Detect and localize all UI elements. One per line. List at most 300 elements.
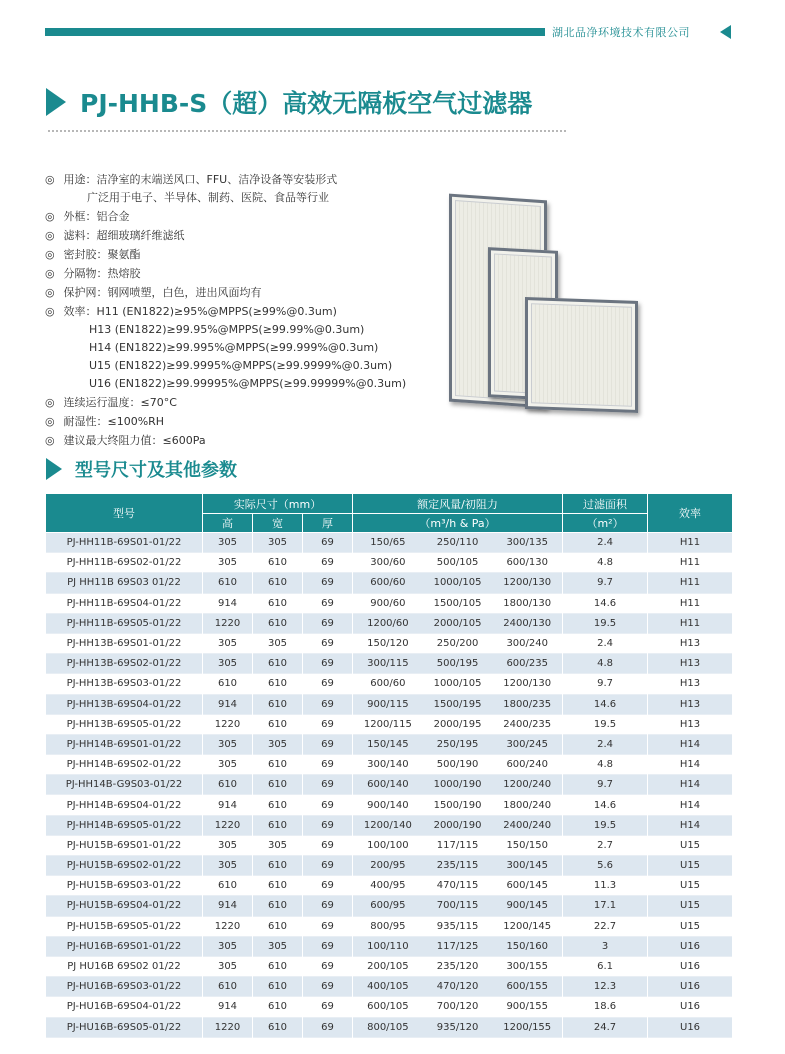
bullet-icon: ◎ [45,434,55,447]
bullet-icon: ◎ [45,267,55,280]
table-cell: PJ-HH11B-69S01-01/22 [46,533,203,553]
airflow-value: 600/130 [506,557,548,569]
table-cell: 610 [253,775,303,795]
table-cell: 305 [253,835,303,855]
col-airflow-unit: （m³/h & Pa） [353,514,563,533]
table-cell: 69 [303,876,353,896]
table-cell: H14 [648,775,733,795]
airflow-value: 1200/115 [363,718,412,730]
airflow-value: 470/120 [436,981,479,993]
col-area: 过滤面积 [563,494,648,514]
table-cell: U16 [648,956,733,976]
airflow-value: 1000/105 [433,577,482,589]
table-cell: 610 [253,593,303,613]
table-cell: U15 [648,835,733,855]
table-cell: 610 [253,795,303,815]
table-cell: PJ-HU16B-69S05-01/22 [46,1017,203,1037]
table-cell: 610 [253,714,303,734]
table-cell: 5.6 [563,856,648,876]
table-cell: 69 [303,835,353,855]
table-row [46,1017,733,1037]
table-row [46,755,733,775]
table-cell: 69 [303,593,353,613]
table-row [46,714,733,734]
airflow-value: 600/145 [506,880,548,892]
table-cell: 69 [303,633,353,653]
table-cell: H11 [648,593,733,613]
table-cell: 19.5 [563,613,648,633]
spec-sealant: ◎ 密封胶：聚氨酯 [45,245,406,264]
table-cell: U15 [648,856,733,876]
airflow-value: 117/115 [436,839,479,851]
airflow-value: 300/240 [506,638,548,650]
airflow-cell [353,835,563,855]
airflow-value: 1000/105 [433,678,482,690]
airflow-value: 150/65 [370,537,406,549]
col-efficiency: 效率 [648,494,733,533]
airflow-value: 1500/195 [433,698,482,710]
table-row [46,694,733,714]
spec-humidity: ◎ 耐湿性：≤100%RH [45,412,406,431]
bullet-icon: ◎ [45,415,55,428]
table-cell: 19.5 [563,815,648,835]
table-cell: PJ-HH13B-69S04-01/22 [46,694,203,714]
table-cell: 69 [303,755,353,775]
table-row [46,633,733,653]
airflow-value: 1800/240 [503,799,552,811]
table-cell: 11.3 [563,876,648,896]
table-cell: PJ HU16B 69S02 01/22 [46,956,203,976]
table-cell: PJ-HH14B-69S05-01/22 [46,815,203,835]
table-cell: 610 [253,573,303,593]
table-cell: PJ-HH11B-69S04-01/22 [46,593,203,613]
table-row [46,977,733,997]
airflow-value: 800/95 [370,920,406,932]
table-cell: 305 [203,633,253,653]
table-cell: 4.8 [563,553,648,573]
airflow-value: 1000/190 [433,779,482,791]
table-cell: 305 [203,553,253,573]
airflow-value: 300/60 [370,557,406,569]
airflow-value: 1200/130 [503,577,552,589]
airflow-value: 1800/130 [503,597,552,609]
table-cell: U15 [648,916,733,936]
table-cell: 610 [203,977,253,997]
airflow-value: 2000/195 [433,718,482,730]
airflow-value: 400/105 [367,981,409,993]
table-cell: PJ-HH11B-69S02-01/22 [46,553,203,573]
table-cell: H13 [648,674,733,694]
table-cell: 69 [303,977,353,997]
table-cell: H14 [648,755,733,775]
table-cell: 610 [253,553,303,573]
airflow-value: 1200/60 [367,617,409,629]
table-cell: PJ HH11B 69S03 01/22 [46,573,203,593]
col-size: 实际尺寸（mm） [203,494,353,514]
airflow-value: 600/60 [370,577,406,589]
table-cell: 69 [303,1017,353,1037]
table-cell: 69 [303,775,353,795]
table-row [46,573,733,593]
airflow-value: 235/120 [436,961,479,973]
bullet-icon: ◎ [45,229,55,242]
table-cell: 610 [253,916,303,936]
airflow-value: 500/190 [436,759,479,771]
airflow-cell [353,674,563,694]
table-row [46,613,733,633]
table-row [46,775,733,795]
header-bar [45,28,545,36]
airflow-value: 1500/190 [433,799,482,811]
airflow-value: 1200/130 [503,678,552,690]
airflow-value: 235/115 [436,860,479,872]
table-cell: U16 [648,1017,733,1037]
table-cell: H11 [648,573,733,593]
table-cell: 4.8 [563,654,648,674]
airflow-value: 1200/240 [503,779,552,791]
bullet-icon: ◎ [45,396,55,409]
table-cell: H13 [648,714,733,734]
airflow-value: 500/195 [436,658,479,670]
table-cell: PJ-HH14B-69S01-01/22 [46,734,203,754]
spec-efficiency: ◎ 效率：H11 (EN1822)≥95%@MPPS(≥99%@0.3um) [45,302,406,321]
airflow-cell [353,856,563,876]
table-cell: U15 [648,896,733,916]
table-cell: 18.6 [563,997,648,1017]
airflow-value: 300/135 [506,537,548,549]
table-cell: H11 [648,613,733,633]
airflow-value: 200/105 [367,961,409,973]
table-cell: PJ-HH13B-69S03-01/22 [46,674,203,694]
spec-resistance: ◎ 建议最大终阻力值：≤600Pa [45,431,406,450]
table-row [46,997,733,1017]
table-row [46,734,733,754]
spec-media: ◎ 滤料：超细玻璃纤维滤纸 [45,226,406,245]
table-cell: 69 [303,815,353,835]
table-row [46,815,733,835]
airflow-value: 700/115 [436,900,479,912]
table-cell: 610 [253,654,303,674]
table-cell: 305 [203,755,253,775]
table-cell: H14 [648,795,733,815]
bullet-icon: ◎ [45,248,55,261]
table-cell: 610 [253,755,303,775]
airflow-value: 150/120 [367,638,409,650]
table-cell: H14 [648,734,733,754]
airflow-cell [353,876,563,896]
airflow-value: 500/105 [436,557,479,569]
airflow-value: 300/155 [506,961,548,973]
table-cell: 69 [303,734,353,754]
airflow-value: 600/105 [367,1001,409,1013]
airflow-cell [353,613,563,633]
spec-temperature: ◎ 连续运行温度：≤70°C [45,393,406,412]
table-cell: 305 [203,856,253,876]
table-cell: 69 [303,997,353,1017]
table-cell: 24.7 [563,1017,648,1037]
table-cell: 69 [303,694,353,714]
table-cell: PJ-HH14B-69S04-01/22 [46,795,203,815]
table-row [46,835,733,855]
airflow-value: 100/110 [367,940,409,952]
airflow-value: 2400/235 [503,718,552,730]
table-cell: PJ-HU16B-69S03-01/22 [46,977,203,997]
airflow-value: 2400/240 [503,819,552,831]
airflow-value: 900/155 [506,1001,548,1013]
table-cell: 305 [203,533,253,553]
table-cell: 2.4 [563,734,648,754]
table-cell: PJ-HH13B-69S02-01/22 [46,654,203,674]
table-cell: 610 [203,573,253,593]
airflow-value: 600/155 [506,981,548,993]
spec-eff-u16: U16 (EN1822)≥99.99995%@MPPS(≥99.99999%@0.3um) [89,377,407,390]
airflow-value: 700/120 [436,1001,479,1013]
airflow-value: 2000/190 [433,819,482,831]
table-row [46,533,733,553]
table-cell: 22.7 [563,916,648,936]
table-cell: PJ-HH11B-69S05-01/22 [46,613,203,633]
table-cell: PJ-HU15B-69S01-01/22 [46,835,203,855]
airflow-value: 300/145 [506,860,548,872]
table-cell: 12.3 [563,977,648,997]
airflow-value: 300/115 [367,658,409,670]
triangle-left-icon [720,25,731,39]
bullet-icon: ◎ [45,286,55,299]
table-cell: PJ-HH13B-69S01-01/22 [46,633,203,653]
table-cell: 69 [303,613,353,633]
table-cell: 69 [303,916,353,936]
table-cell: 305 [203,956,253,976]
airflow-value: 900/115 [367,698,409,710]
airflow-cell [353,815,563,835]
table-cell: 69 [303,654,353,674]
spec-list [45,170,406,450]
airflow-value: 150/160 [506,940,548,952]
airflow-cell [353,714,563,734]
table-cell: 610 [203,876,253,896]
airflow-cell [353,775,563,795]
table-cell: 69 [303,714,353,734]
table-row [46,593,733,613]
table-cell: 3 [563,936,648,956]
table-row [46,553,733,573]
table-cell: 610 [203,674,253,694]
table-row [46,795,733,815]
airflow-value: 300/140 [367,759,409,771]
table-row [46,876,733,896]
table-cell: 610 [203,775,253,795]
airflow-cell [353,633,563,653]
table-row [46,916,733,936]
table-body [46,533,733,1038]
table-cell: 610 [253,856,303,876]
page-title: PJ-HHB-S（超）高效无隔板空气过滤器 [80,89,533,118]
spec-guard: ◎ 保护网：钢网喷塑，白色，进出风面均有 [45,283,406,302]
airflow-cell [353,734,563,754]
col-airflow: 额定风量/初阻力 [353,494,563,514]
airflow-value: 150/150 [506,839,548,851]
table-cell: 14.6 [563,593,648,613]
airflow-value: 900/145 [506,900,548,912]
spec-eff-u15: U15 (EN1822)≥99.9995%@MPPS(≥99.9999%@0.3um) [89,359,393,372]
airflow-value: 1200/140 [363,819,412,831]
airflow-value: 400/95 [370,880,406,892]
table-cell: 14.6 [563,694,648,714]
table-cell: U16 [648,936,733,956]
airflow-value: 117/125 [436,940,479,952]
airflow-value: 600/140 [367,779,409,791]
airflow-cell [353,654,563,674]
table-cell: 69 [303,795,353,815]
table-cell: 914 [203,997,253,1017]
table-cell: 610 [253,1017,303,1037]
table-cell: 610 [253,815,303,835]
airflow-value: 250/200 [436,638,479,650]
table-cell: 6.1 [563,956,648,976]
table-cell: 305 [203,734,253,754]
table-cell: 610 [253,896,303,916]
table-cell: 14.6 [563,795,648,815]
table-cell: 610 [253,674,303,694]
table-cell: PJ-HU15B-69S05-01/22 [46,916,203,936]
airflow-value: 100/100 [367,839,409,851]
airflow-value: 250/110 [436,537,479,549]
table-cell: U16 [648,997,733,1017]
table-cell: H14 [648,815,733,835]
table-cell: 914 [203,896,253,916]
table-row [46,896,733,916]
table-cell: H11 [648,533,733,553]
table-cell: 9.7 [563,775,648,795]
airflow-value: 900/140 [367,799,409,811]
spec-eff-h13: H13 (EN1822)≥99.95%@MPPS(≥99.99%@0.3um) [89,323,365,336]
triangle-right-icon [46,88,66,116]
table-cell: H13 [648,633,733,653]
airflow-value: 935/115 [436,920,479,932]
table-cell: 17.1 [563,896,648,916]
col-depth: 厚 [303,514,353,533]
col-model: 型号 [46,494,203,533]
company-name: 湖北品净环境技术有限公司 [552,26,690,39]
table-cell: PJ-HU15B-69S02-01/22 [46,856,203,876]
airflow-cell [353,1017,563,1037]
bullet-icon: ◎ [45,210,55,223]
bullet-icon: ◎ [45,305,55,318]
airflow-value: 300/245 [506,738,548,750]
table-cell: PJ-HH13B-69S05-01/22 [46,714,203,734]
table-cell: 305 [203,835,253,855]
table-cell: 69 [303,936,353,956]
airflow-value: 470/115 [436,880,479,892]
spec-usage-cont: 广泛用于电子、半导体、制药、医院、食品等行业 [87,191,329,204]
table-cell: PJ-HH14B-G9S03-01/22 [46,775,203,795]
airflow-cell [353,916,563,936]
table-cell: 69 [303,674,353,694]
airflow-value: 600/60 [370,678,406,690]
table-cell: 914 [203,795,253,815]
triangle-right-icon [46,458,62,480]
table-cell: 69 [303,533,353,553]
table-row [46,654,733,674]
airflow-value: 900/60 [370,597,406,609]
table-cell: 610 [253,694,303,714]
table-cell: H13 [648,694,733,714]
spec-eff-h14: H14 (EN1822)≥99.995%@MPPS(≥99.999%@0.3um) [89,341,379,354]
airflow-value: 800/105 [367,1021,409,1033]
table-cell: 19.5 [563,714,648,734]
spec-table [45,493,733,1038]
table-row [46,936,733,956]
table-cell: 305 [203,936,253,956]
table-cell: 69 [303,553,353,573]
table-cell: 305 [253,734,303,754]
table-cell: 305 [253,633,303,653]
table-cell: 9.7 [563,674,648,694]
airflow-value: 2000/105 [433,617,482,629]
airflow-value: 2400/130 [503,617,552,629]
table-cell: 305 [253,533,303,553]
bullet-icon: ◎ [45,173,55,186]
airflow-cell [353,593,563,613]
table-cell: 69 [303,856,353,876]
table-cell: 69 [303,896,353,916]
spec-usage: ◎ 用途：洁净室的末端送风口、FFU、洁净设备等安装形式 [45,170,406,189]
airflow-value: 150/145 [367,738,409,750]
table-cell: 305 [203,654,253,674]
table-cell: PJ-HU15B-69S04-01/22 [46,896,203,916]
airflow-cell [353,573,563,593]
col-width: 宽 [253,514,303,533]
airflow-value: 200/95 [370,860,406,872]
airflow-value: 600/95 [370,900,406,912]
spec-frame: ◎ 外框：铝合金 [45,207,406,226]
table-cell: 2.7 [563,835,648,855]
table-cell: U16 [648,977,733,997]
table-cell: 9.7 [563,573,648,593]
table-cell: 610 [253,613,303,633]
product-image [445,197,645,417]
table-cell: 914 [203,593,253,613]
table-cell: PJ-HU16B-69S04-01/22 [46,997,203,1017]
table-cell: 1220 [203,714,253,734]
table-cell: U15 [648,876,733,896]
airflow-cell [353,956,563,976]
airflow-cell [353,997,563,1017]
airflow-cell [353,694,563,714]
airflow-cell [353,795,563,815]
airflow-value: 250/195 [436,738,479,750]
table-cell: 4.8 [563,755,648,775]
col-height: 高 [203,514,253,533]
table-cell: H13 [648,654,733,674]
airflow-cell [353,896,563,916]
table-cell: 610 [253,977,303,997]
table-cell: 1220 [203,815,253,835]
table-cell: 1220 [203,916,253,936]
table-cell: 69 [303,573,353,593]
filter-panel-small [525,297,638,413]
table-cell: PJ-HH14B-69S02-01/22 [46,755,203,775]
dotted-divider [48,130,566,132]
airflow-value: 1800/235 [503,698,552,710]
table-cell: 2.4 [563,633,648,653]
airflow-cell [353,755,563,775]
airflow-cell [353,553,563,573]
airflow-value: 600/240 [506,759,548,771]
airflow-value: 1500/105 [433,597,482,609]
table-cell: 914 [203,694,253,714]
table-cell: 1220 [203,1017,253,1037]
